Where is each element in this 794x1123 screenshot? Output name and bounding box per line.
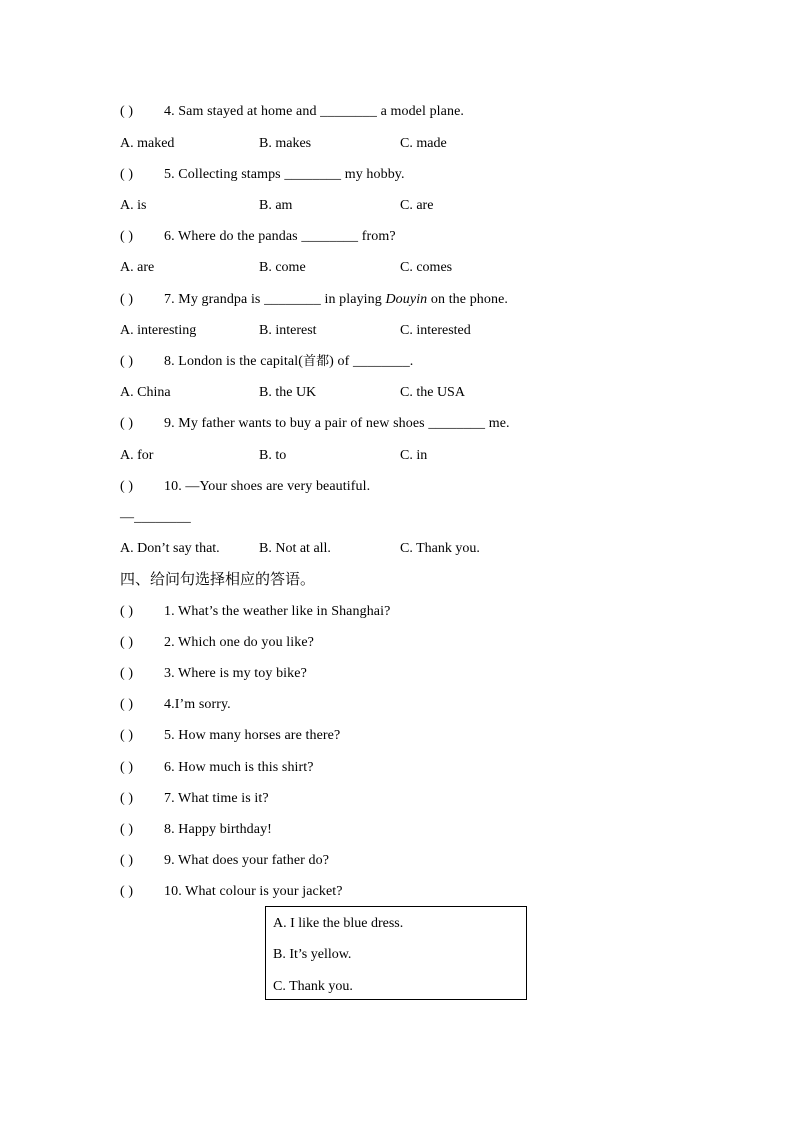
answer-blank-paren[interactable]: ( ) <box>120 635 134 650</box>
question-7-stem <box>120 291 508 309</box>
answer-blank-paren[interactable]: ( ) <box>120 884 134 899</box>
answer-blank-paren[interactable]: ( ) <box>120 760 134 775</box>
s4-question-2 <box>120 634 314 652</box>
question-text: 8. Happy birthday! <box>164 822 272 837</box>
option-b: B. interest <box>259 323 317 338</box>
option-a: A. are <box>120 260 155 275</box>
s4-question-5 <box>120 727 340 745</box>
question-5-stem <box>120 166 405 184</box>
answer-blank-paren[interactable]: ( ) <box>120 104 134 119</box>
option-c: C. interested <box>400 323 471 338</box>
question-6-stem <box>120 228 396 246</box>
option-a: A. interesting <box>120 323 197 338</box>
option-a: A. Don’t say that. <box>120 541 220 556</box>
option-a: A. for <box>120 448 154 463</box>
option-c: C. in <box>400 448 428 463</box>
answer-blank-paren[interactable]: ( ) <box>120 666 134 681</box>
question-text: 3. Where is my toy bike? <box>164 666 307 681</box>
question-10-stem <box>120 478 370 496</box>
app-name-italic: Douyin <box>385 292 428 307</box>
question-text: 8. London is the capital( <box>164 354 303 369</box>
s4-question-9 <box>120 852 329 870</box>
answer-blank-paren[interactable]: ( ) <box>120 791 134 806</box>
question-4-stem <box>120 103 464 121</box>
question-text: 9. What does your father do? <box>164 853 330 868</box>
option-b: B. the UK <box>259 385 317 400</box>
option-c: C. are <box>400 198 434 213</box>
option-c: C. the USA <box>400 385 465 400</box>
option-a: A. is <box>120 198 147 213</box>
question-text-tail: on the phone. <box>427 292 509 307</box>
question-text: 6. Where do the pandas ________ from? <box>164 229 396 244</box>
question-text-tail: ) of ________. <box>329 354 414 369</box>
chinese-gloss: 首都 <box>302 354 330 369</box>
answer-choice-b: B. It’s yellow. <box>273 947 352 962</box>
s4-question-10 <box>120 883 343 901</box>
question-text: 9. My father wants to buy a pair of new shoes ________ me. <box>164 416 510 431</box>
question-text: 6. How much is this shirt? <box>164 760 314 775</box>
option-b: B. to <box>259 448 287 463</box>
answer-blank-paren[interactable]: ( ) <box>120 292 134 307</box>
s4-question-7 <box>120 790 269 808</box>
question-text: 5. How many horses are there? <box>164 728 341 743</box>
question-text: 7. What time is it? <box>164 791 269 806</box>
question-text: 10. —Your shoes are very beautiful. <box>164 479 371 494</box>
option-c: C. made <box>400 136 447 151</box>
s4-question-8 <box>120 821 272 839</box>
answer-blank-paren[interactable]: ( ) <box>120 167 134 182</box>
answer-blank-paren[interactable]: ( ) <box>120 354 134 369</box>
s4-question-1 <box>120 603 390 621</box>
question-9-stem <box>120 415 510 433</box>
s4-question-4 <box>120 696 231 714</box>
question-8-stem <box>120 353 413 371</box>
option-a: A. China <box>120 385 171 400</box>
answer-choices-box <box>265 906 527 1000</box>
answer-blank-paren[interactable]: ( ) <box>120 728 134 743</box>
question-10-response-blank[interactable]: —________ <box>120 510 191 525</box>
answer-blank-paren[interactable]: ( ) <box>120 697 134 712</box>
question-text: 10. What colour is your jacket? <box>164 884 343 899</box>
question-text: 1. What’s the weather like in Shanghai? <box>164 604 391 619</box>
option-b: B. Not at all. <box>259 541 331 556</box>
option-c: C. comes <box>400 260 453 275</box>
option-c: C. Thank you. <box>400 541 480 556</box>
question-text: 2. Which one do you like? <box>164 635 314 650</box>
question-text: 4.I’m sorry. <box>164 697 231 712</box>
option-b: B. come <box>259 260 306 275</box>
question-text: 5. Collecting stamps ________ my hobby. <box>164 167 405 182</box>
s4-question-6 <box>120 759 314 777</box>
answer-blank-paren[interactable]: ( ) <box>120 229 134 244</box>
option-b: B. makes <box>259 136 312 151</box>
question-text: 4. Sam stayed at home and ________ a model plane. <box>164 104 465 119</box>
answer-blank-paren[interactable]: ( ) <box>120 604 134 619</box>
question-text: 7. My grandpa is ________ in playing <box>164 292 386 307</box>
answer-choice-a: A. I like the blue dress. <box>273 916 404 931</box>
option-b: B. am <box>259 198 293 213</box>
answer-blank-paren[interactable]: ( ) <box>120 822 134 837</box>
answer-blank-paren[interactable]: ( ) <box>120 853 134 868</box>
section-4-title: 四、给问句选择相应的答语。 <box>120 570 316 588</box>
answer-blank-paren[interactable]: ( ) <box>120 416 134 431</box>
answer-choice-c: C. Thank you. <box>273 979 353 994</box>
s4-question-3 <box>120 665 307 683</box>
answer-blank-paren[interactable]: ( ) <box>120 479 134 494</box>
option-a: A. maked <box>120 136 175 151</box>
